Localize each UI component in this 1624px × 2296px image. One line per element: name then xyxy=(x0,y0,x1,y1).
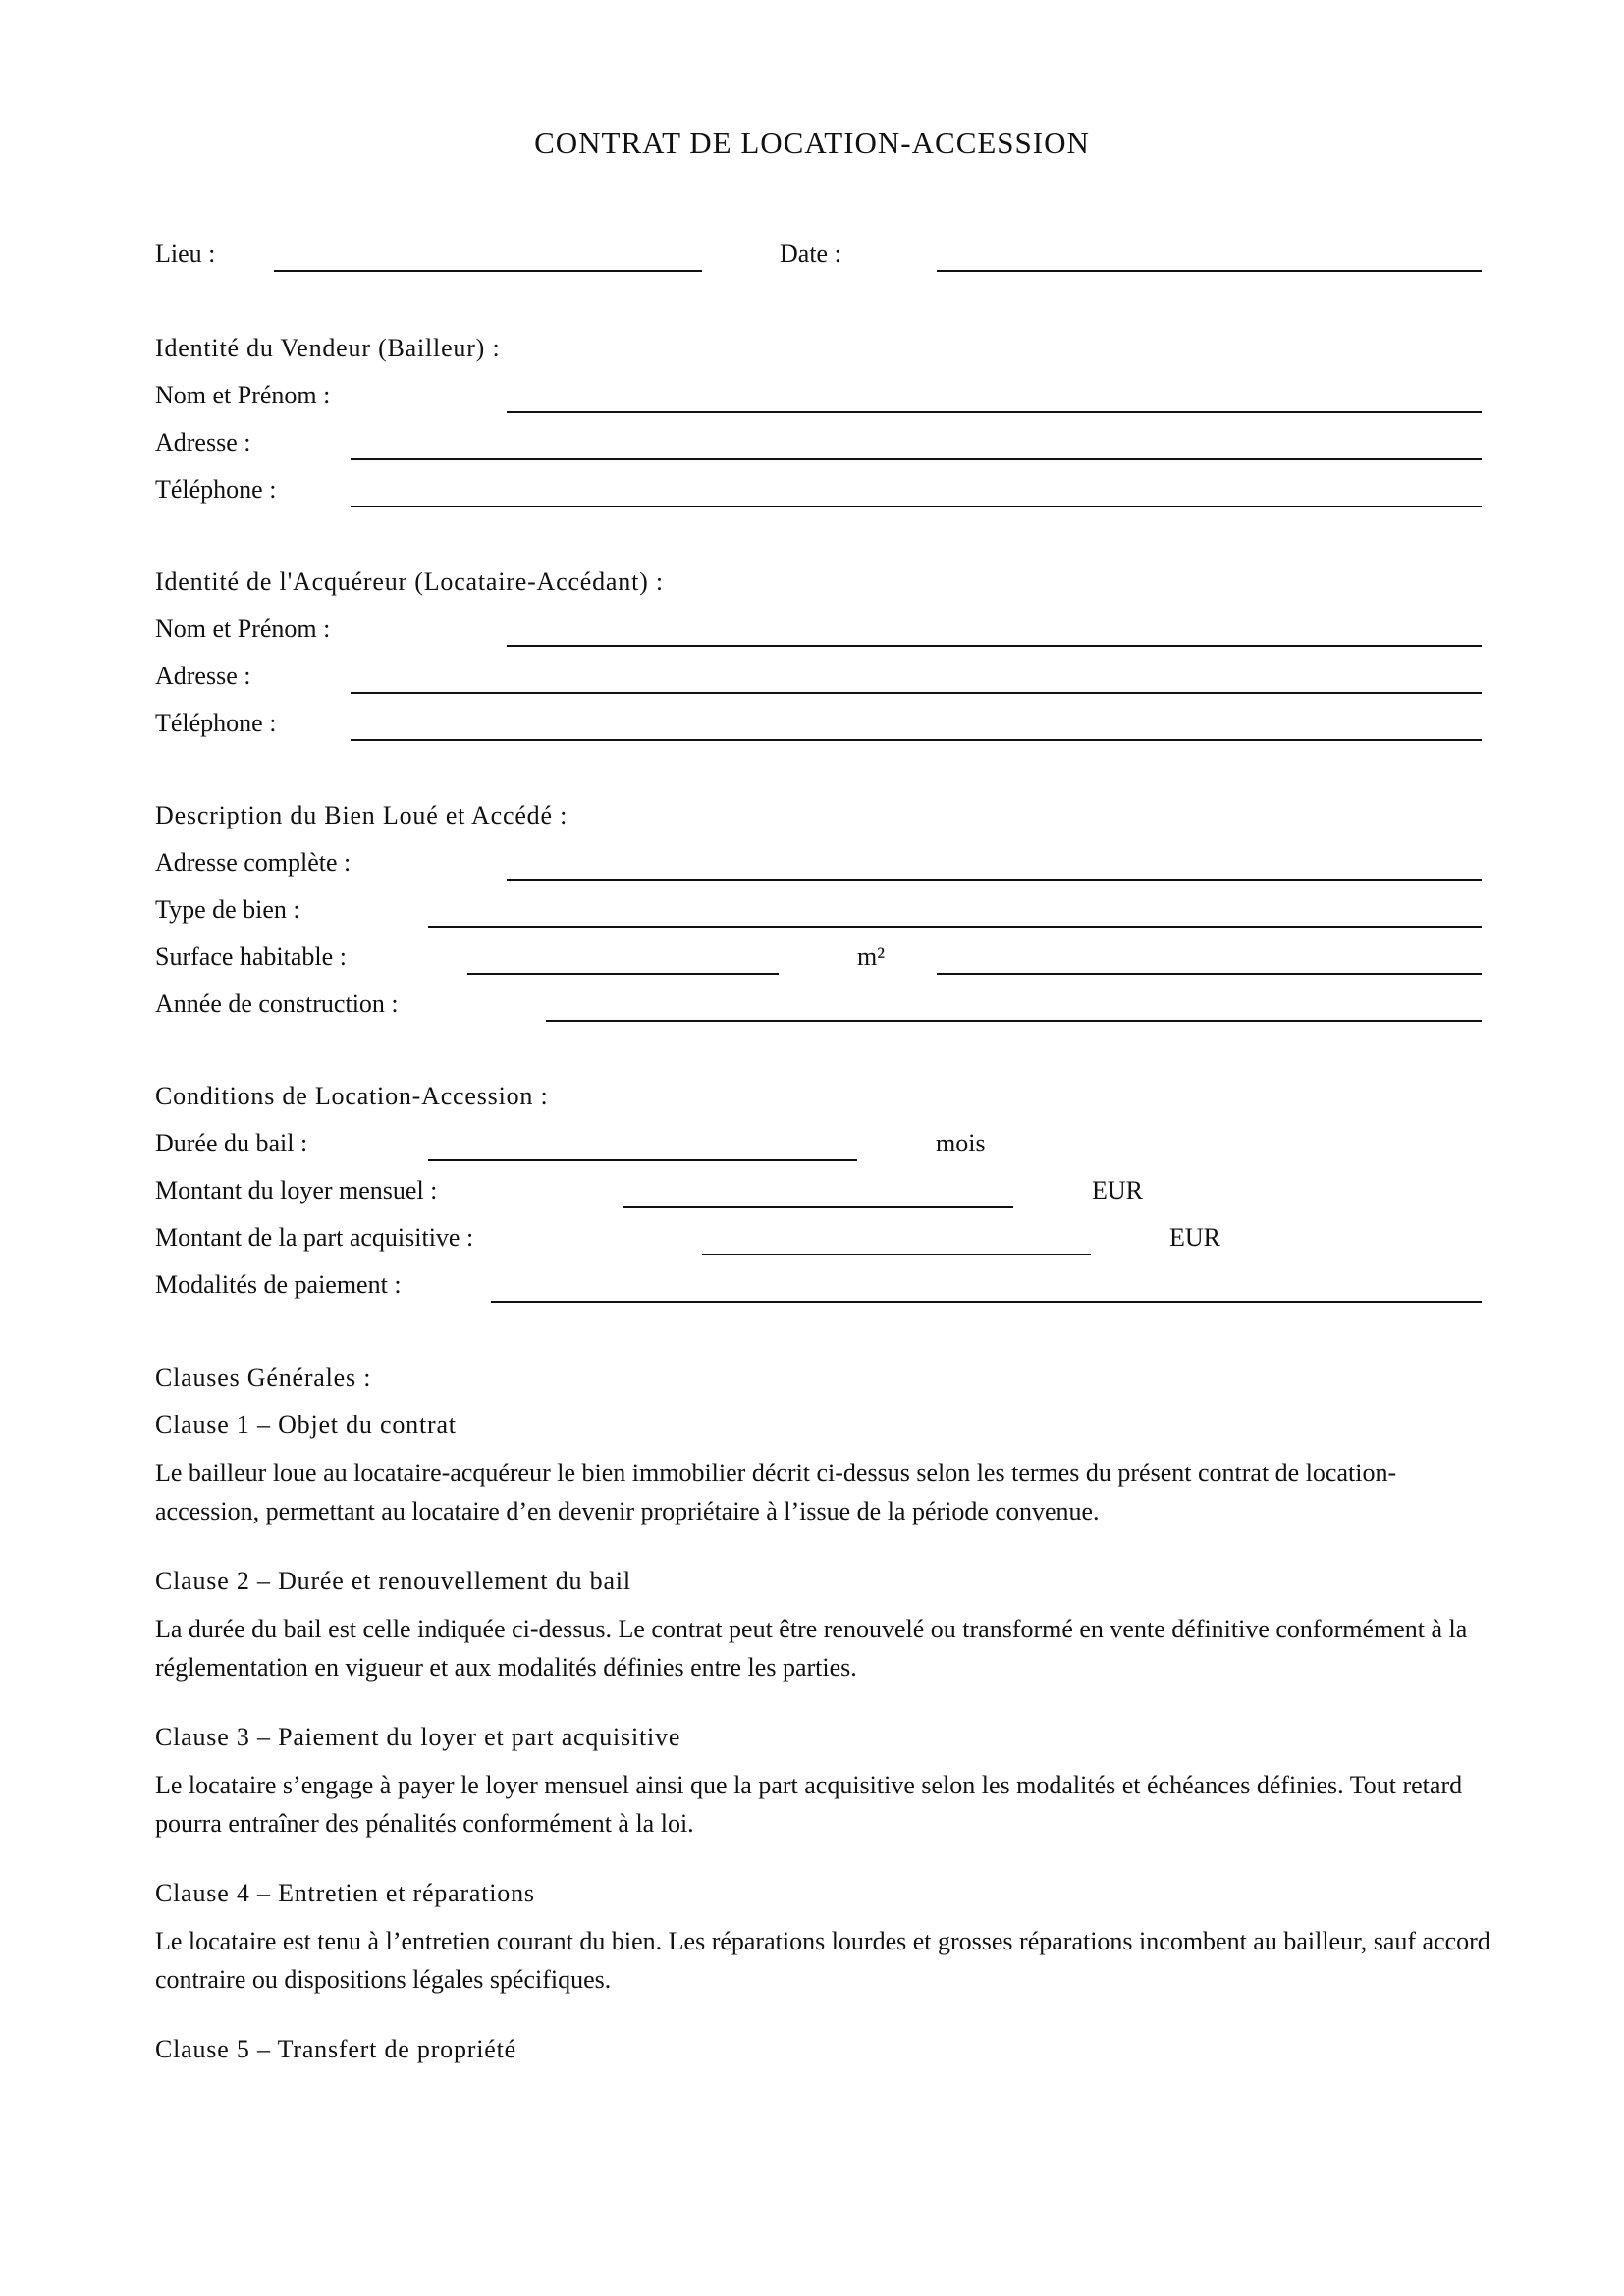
vendeur-adresse-field[interactable] xyxy=(351,458,1482,460)
duree-field[interactable] xyxy=(428,1159,857,1161)
clause-4-text: Le locataire est tenu à l’entretien courant du bien. Les réparations lourdes et grosses réparations incombent au bailleur, sauf accord contraire ou dispositions légales spécifiques. xyxy=(155,1927,1490,1994)
modalites-label: Modalités de paiement : xyxy=(155,1270,402,1299)
bien-annee-field[interactable] xyxy=(546,1020,1482,1022)
bien-adresse-field[interactable] xyxy=(507,879,1482,881)
bien-surface-field[interactable] xyxy=(467,973,779,975)
vendeur-telephone-field[interactable] xyxy=(351,506,1482,507)
loyer-field[interactable] xyxy=(623,1206,1013,1208)
acquereur-nom-label: Nom et Prénom : xyxy=(155,614,331,643)
vendeur-nom-field[interactable] xyxy=(507,411,1482,413)
clause-3-text: Le locataire s’engage à payer le loyer mensuel ainsi que la part acquisitive selon les modalités et échéances définies. Tout retard pourra entraîner des pénalités conformément à la loi. xyxy=(155,1771,1463,1838)
surface-unit: m² xyxy=(857,942,886,971)
bien-adresse-label: Adresse complète : xyxy=(155,848,352,877)
date-label: Date : xyxy=(780,240,841,268)
part-acquisitive-field[interactable] xyxy=(702,1254,1091,1255)
bien-surface-label: Surface habitable : xyxy=(155,942,347,971)
vendeur-heading: Identité du Vendeur (Bailleur) : xyxy=(155,334,501,362)
bien-heading: Description du Bien Loué et Accédé : xyxy=(155,801,568,829)
document-title: CONTRAT DE LOCATION-ACCESSION xyxy=(534,126,1090,160)
clause-2-title: Clause 2 – Durée et renouvellement du bail xyxy=(155,1567,631,1595)
loyer-label: Montant du loyer mensuel : xyxy=(155,1176,438,1204)
vendeur-nom-label: Nom et Prénom : xyxy=(155,381,331,409)
loyer-unit: EUR xyxy=(1092,1176,1143,1204)
duree-unit: mois xyxy=(936,1129,986,1157)
date-field[interactable] xyxy=(937,270,1482,272)
bien-type-field[interactable] xyxy=(428,926,1482,928)
clause-4-title: Clause 4 – Entretien et réparations xyxy=(155,1879,535,1907)
acquereur-telephone-field[interactable] xyxy=(351,739,1482,741)
duree-label: Durée du bail : xyxy=(155,1129,308,1157)
clauses-heading: Clauses Générales : xyxy=(155,1363,372,1392)
conditions-heading: Conditions de Location-Accession : xyxy=(155,1082,549,1110)
clause-1-text: Le bailleur loue au locataire-acquéreur le bien immobilier décrit ci-dessus selon les termes du présent contrat de location-accession, permettant au locataire d’en devenir propriétaire à l’issue de la période convenue. xyxy=(155,1459,1397,1525)
vendeur-telephone-label: Téléphone : xyxy=(155,475,277,504)
vendeur-adresse-label: Adresse : xyxy=(155,428,251,456)
acquereur-adresse-field[interactable] xyxy=(351,692,1482,694)
lieu-label: Lieu : xyxy=(155,240,216,268)
modalites-field[interactable] xyxy=(491,1301,1482,1303)
part-acquisitive-label: Montant de la part acquisitive : xyxy=(155,1223,474,1252)
acquereur-telephone-label: Téléphone : xyxy=(155,709,277,737)
acquereur-heading: Identité de l'Acquéreur (Locataire-Accédant) : xyxy=(155,567,664,596)
bien-type-label: Type de bien : xyxy=(155,895,300,924)
clause-2-text: La durée du bail est celle indiquée ci-dessus. Le contrat peut être renouvelé ou transformé en vente définitive conformément à la réglementation en vigueur et aux modalités définies entre les parties. xyxy=(155,1615,1468,1682)
clause-5-title: Clause 5 – Transfert de propriété xyxy=(155,2035,516,2063)
clause-3-title: Clause 3 – Paiement du loyer et part acquisitive xyxy=(155,1723,681,1751)
bien-annee-label: Année de construction : xyxy=(155,989,399,1018)
bien-surface-extra-field[interactable] xyxy=(937,973,1482,975)
part-acquisitive-unit: EUR xyxy=(1169,1223,1220,1252)
acquereur-adresse-label: Adresse : xyxy=(155,662,251,690)
acquereur-nom-field[interactable] xyxy=(507,645,1482,647)
clause-1-title: Clause 1 – Objet du contrat xyxy=(155,1411,457,1439)
lieu-field[interactable] xyxy=(274,270,702,272)
